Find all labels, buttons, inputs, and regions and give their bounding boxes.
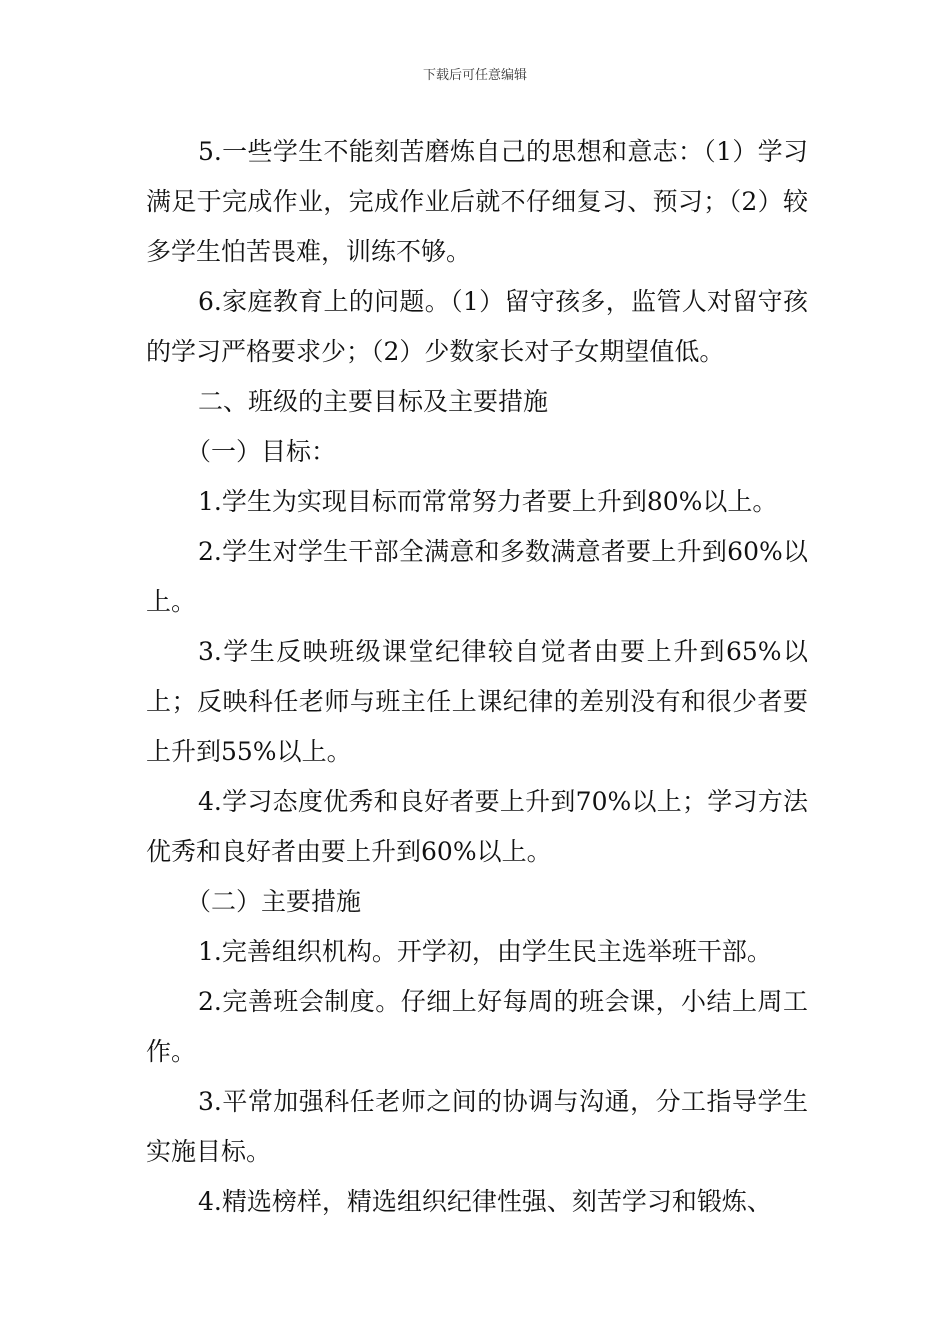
goal-item-3: 3.学生反映班级课堂纪律较自觉者由要上升到65%以上；反映科任老师与班主任上课纪律的差别没有和很少者要上升到55%以上。 bbox=[146, 637, 808, 766]
paragraph-measure-5: 5.一些学生不能刻苦磨炼自己的思想和意志：（1）学习满足于完成作业，完成作业后就不仔细复习、预习；（2）较多学生怕苦畏难，训练不够。 bbox=[146, 137, 808, 266]
section-heading-goals-measures: 二、班级的主要目标及主要措施 bbox=[198, 387, 549, 416]
document-body bbox=[146, 127, 808, 1227]
goal-item-4: 4.学习态度优秀和良好者要上升到70%以上；学习方法优秀和良好者由要上升到60%以上。 bbox=[146, 787, 808, 866]
measure-item-4: 4.精选榜样，精选组织纪律性强、刻苦学习和锻炼、 bbox=[198, 1187, 772, 1216]
measure-item-1: 1.完善组织机构。开学初，由学生民主选举班干部。 bbox=[198, 937, 772, 966]
goal-item-1: 1.学生为实现目标而常常努力者要上升到80%以上。 bbox=[198, 487, 778, 516]
goal-item-2: 2.学生对学生干部全满意和多数满意者要上升到60%以上。 bbox=[146, 537, 808, 616]
page-header: 下载后可任意编辑 bbox=[422, 68, 527, 83]
measure-item-2: 2.完善班会制度。仔细上好每周的班会课，小结上周工作。 bbox=[146, 987, 808, 1066]
subheading-goals: （一）目标： bbox=[186, 437, 337, 466]
paragraph-measure-6: 6.家庭教育上的问题。（1）留守孩多，监管人对留守孩的学习严格要求少；（2）少数家长对子女期望值低。 bbox=[146, 287, 808, 366]
subheading-measures: （二）主要措施 bbox=[186, 887, 362, 916]
measure-item-3: 3.平常加强科任老师之间的协调与沟通，分工指导学生实施目标。 bbox=[146, 1087, 808, 1166]
